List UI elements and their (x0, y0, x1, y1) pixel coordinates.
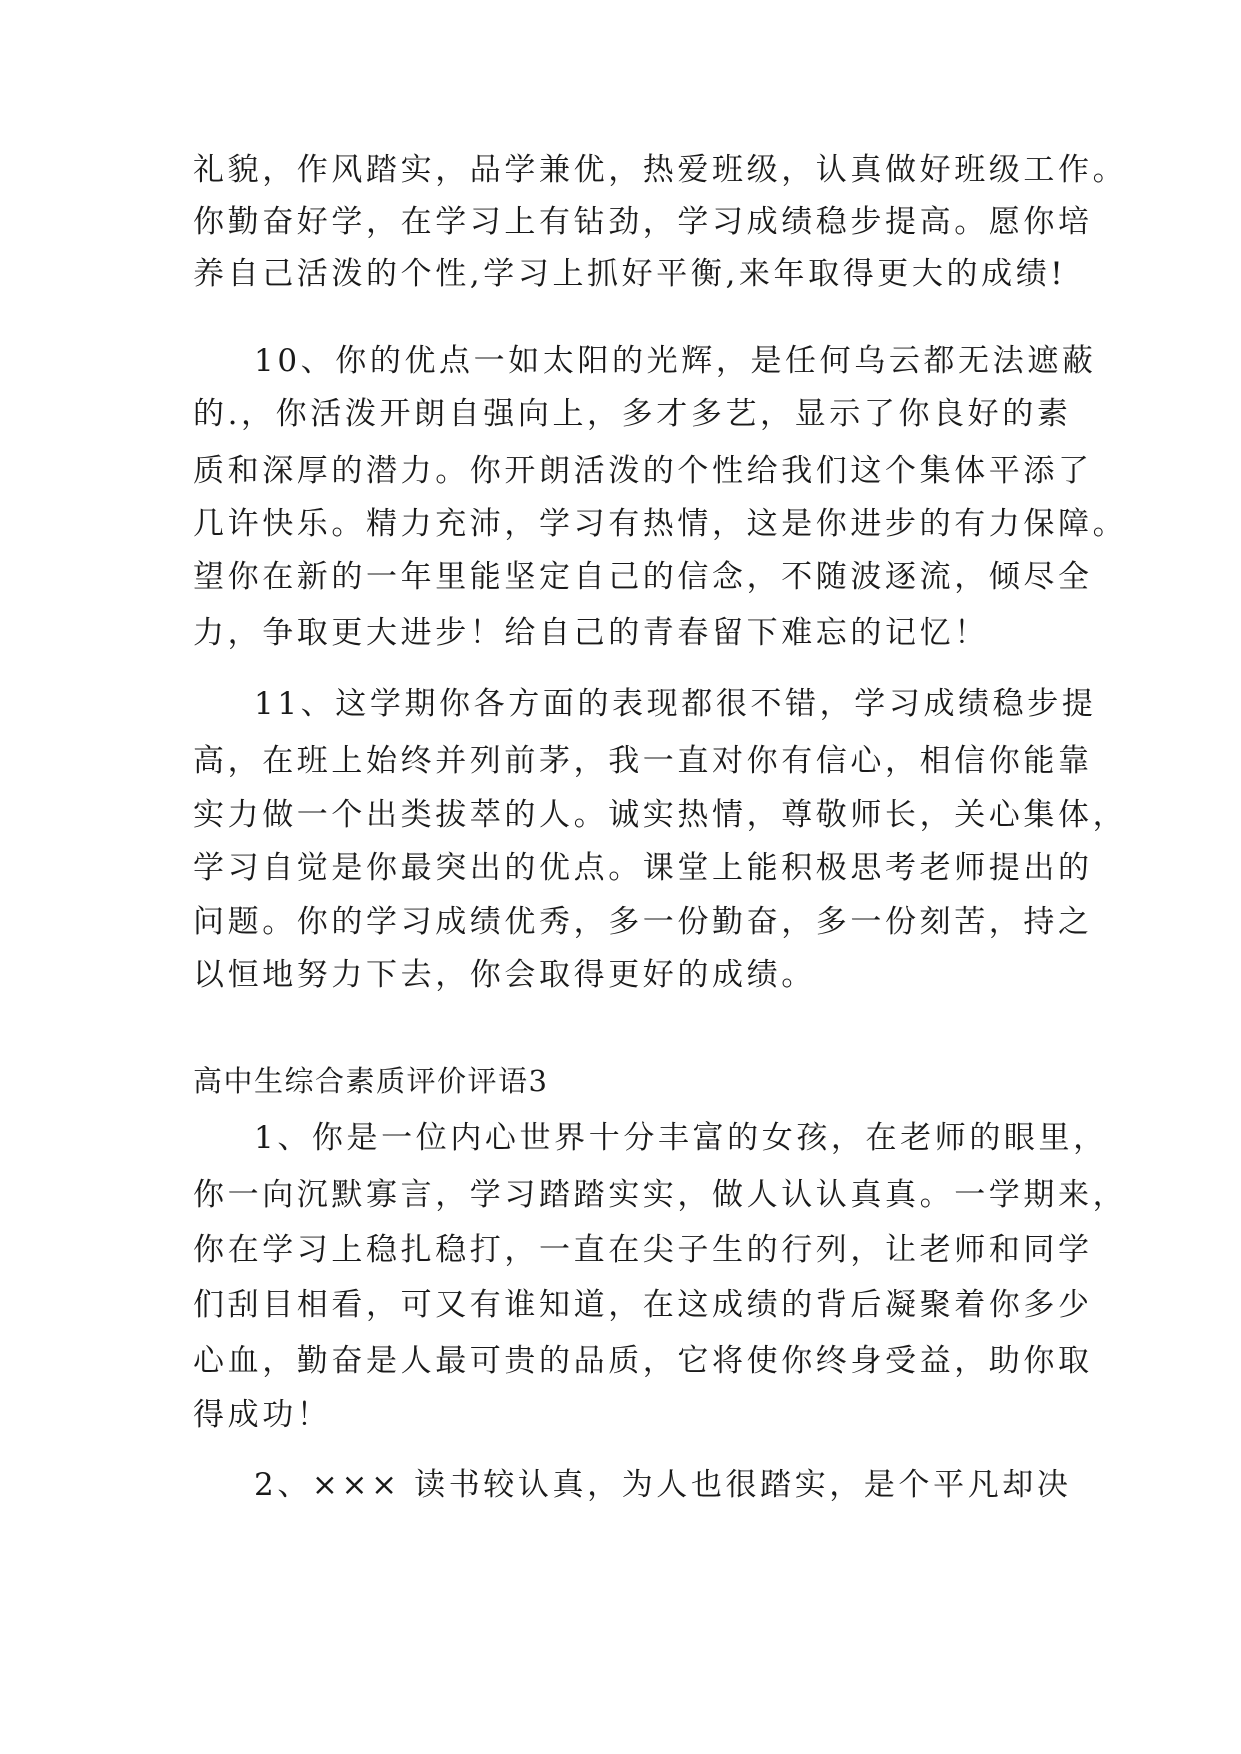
paragraph-line: 1、你是一位内心世界十分丰富的女孩，在老师的眼里， (254, 1120, 1108, 1156)
paragraph-line: 实力做一个出类拔萃的人。诚实热情，尊敬师长，关心集体， (193, 797, 1128, 833)
paragraph-line: 学习自觉是你最突出的优点。课堂上能积极思考老师提出的 (193, 850, 1093, 886)
paragraph-line: 几许快乐。精力充沛，学习有热情，这是你进步的有力保障。 (193, 506, 1128, 542)
paragraph-line: 11、这学期你各方面的表现都很不错，学习成绩稳步提 (254, 686, 1097, 722)
paragraph-line: 力，争取更大进步！给自己的青春留下难忘的记忆！ (193, 615, 989, 651)
paragraph-line: 的.，你活泼开朗自强向上，多才多艺，显示了你良好的素 (193, 396, 1072, 432)
paragraph-line: 你一向沉默寡言，学习踏踏实实，做人认认真真。一学期来， (193, 1177, 1128, 1213)
paragraph-line: 礼貌，作风踏实，品学兼优，热爱班级，认真做好班级工作。 (193, 152, 1128, 188)
paragraph-line: 10、你的优点一如太阳的光辉，是任何乌云都无法遮蔽 (254, 343, 1097, 379)
paragraph-line: 心血，勤奋是人最可贵的品质，它将使你终身受益，助你取 (193, 1343, 1093, 1379)
paragraph-line: 得成功！ (193, 1397, 332, 1433)
paragraph-line: 们刮目相看，可又有谁知道，在这成绩的背后凝聚着你多少 (193, 1287, 1093, 1323)
paragraph-line: 高，在班上始终并列前茅，我一直对你有信心，相信你能靠 (193, 743, 1093, 779)
paragraph-line: 你在学习上稳扎稳打，一直在尖子生的行列，让老师和同学 (193, 1232, 1093, 1268)
paragraph-line: 问题。你的学习成绩优秀，多一份勤奋，多一份刻苦，持之 (193, 904, 1093, 940)
paragraph-line: 质和深厚的潜力。你开朗活泼的个性给我们这个集体平添了 (193, 453, 1093, 489)
paragraph-line: 你勤奋好学，在学习上有钻劲，学习成绩稳步提高。愿你培 (193, 204, 1093, 240)
paragraph-line: 以恒地努力下去，你会取得更好的成绩。 (193, 957, 816, 993)
paragraph-line: 望你在新的一年里能坚定自己的信念，不随波逐流，倾尽全 (193, 559, 1093, 595)
paragraph-line: 养自己活泼的个性,学习上抓好平衡,来年取得更大的成绩! (193, 256, 1067, 292)
paragraph-line: 2、××× 读书较认真，为人也很踏实，是个平凡却决 (254, 1467, 1072, 1503)
section-heading: 高中生综合素质评价评语3 (193, 1064, 549, 1098)
